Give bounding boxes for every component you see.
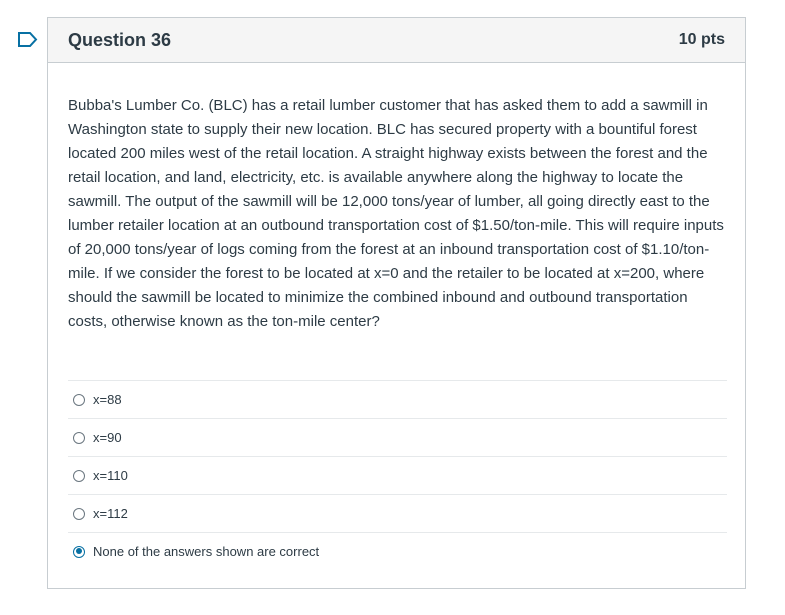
answer-list — [68, 380, 727, 570]
answer-label: x=110 — [93, 468, 128, 483]
radio-button-selected[interactable] — [73, 546, 85, 558]
question-header — [48, 18, 745, 63]
radio-button[interactable] — [73, 394, 85, 406]
answer-label: x=112 — [93, 506, 128, 521]
radio-button[interactable] — [73, 432, 85, 444]
question-text: Bubba's Lumber Co. (BLC) has a retail lumber customer that has asked them to add a sawmill in Washington state to supply their new location. BLC has secured property with a bountiful forest located 200 miles west of the retail location. A straight highway exists between the forest and the retail location, and land, electricity, etc. is available anywhere along the highway to locate the sawmill. The output of the sawmill will be 12,000 tons/year of lumber, all going directly east to the lumber retailer location at an outbound transportation cost of $1.50/ton-mile. This will require inputs of 20,000 tons/year of logs coming from the forest at an inbound transportation cost of $1.10/ton-mile. If we consider the forest to be located at x=0 and the retailer to be located at x=200, where should the sawmill be located to minimize the combined inbound and outbound transportation costs, otherwise known as the ton-mile center? — [68, 97, 724, 330]
answer-option-5[interactable] — [68, 532, 727, 570]
answer-option-1[interactable] — [68, 380, 727, 418]
question-title: Question 36 — [68, 29, 172, 50]
question-card — [47, 17, 746, 589]
question-points: 10 pts — [678, 31, 725, 48]
answer-label: x=88 — [93, 392, 122, 407]
bookmark-flag-icon[interactable] — [17, 31, 39, 48]
answer-option-3[interactable] — [68, 456, 727, 494]
radio-button[interactable] — [73, 508, 85, 520]
radio-button[interactable] — [73, 470, 85, 482]
answer-label: None of the answers shown are correct — [93, 544, 320, 559]
answer-option-4[interactable] — [68, 494, 727, 532]
answer-label: x=90 — [93, 430, 122, 445]
answer-option-2[interactable] — [68, 418, 727, 456]
